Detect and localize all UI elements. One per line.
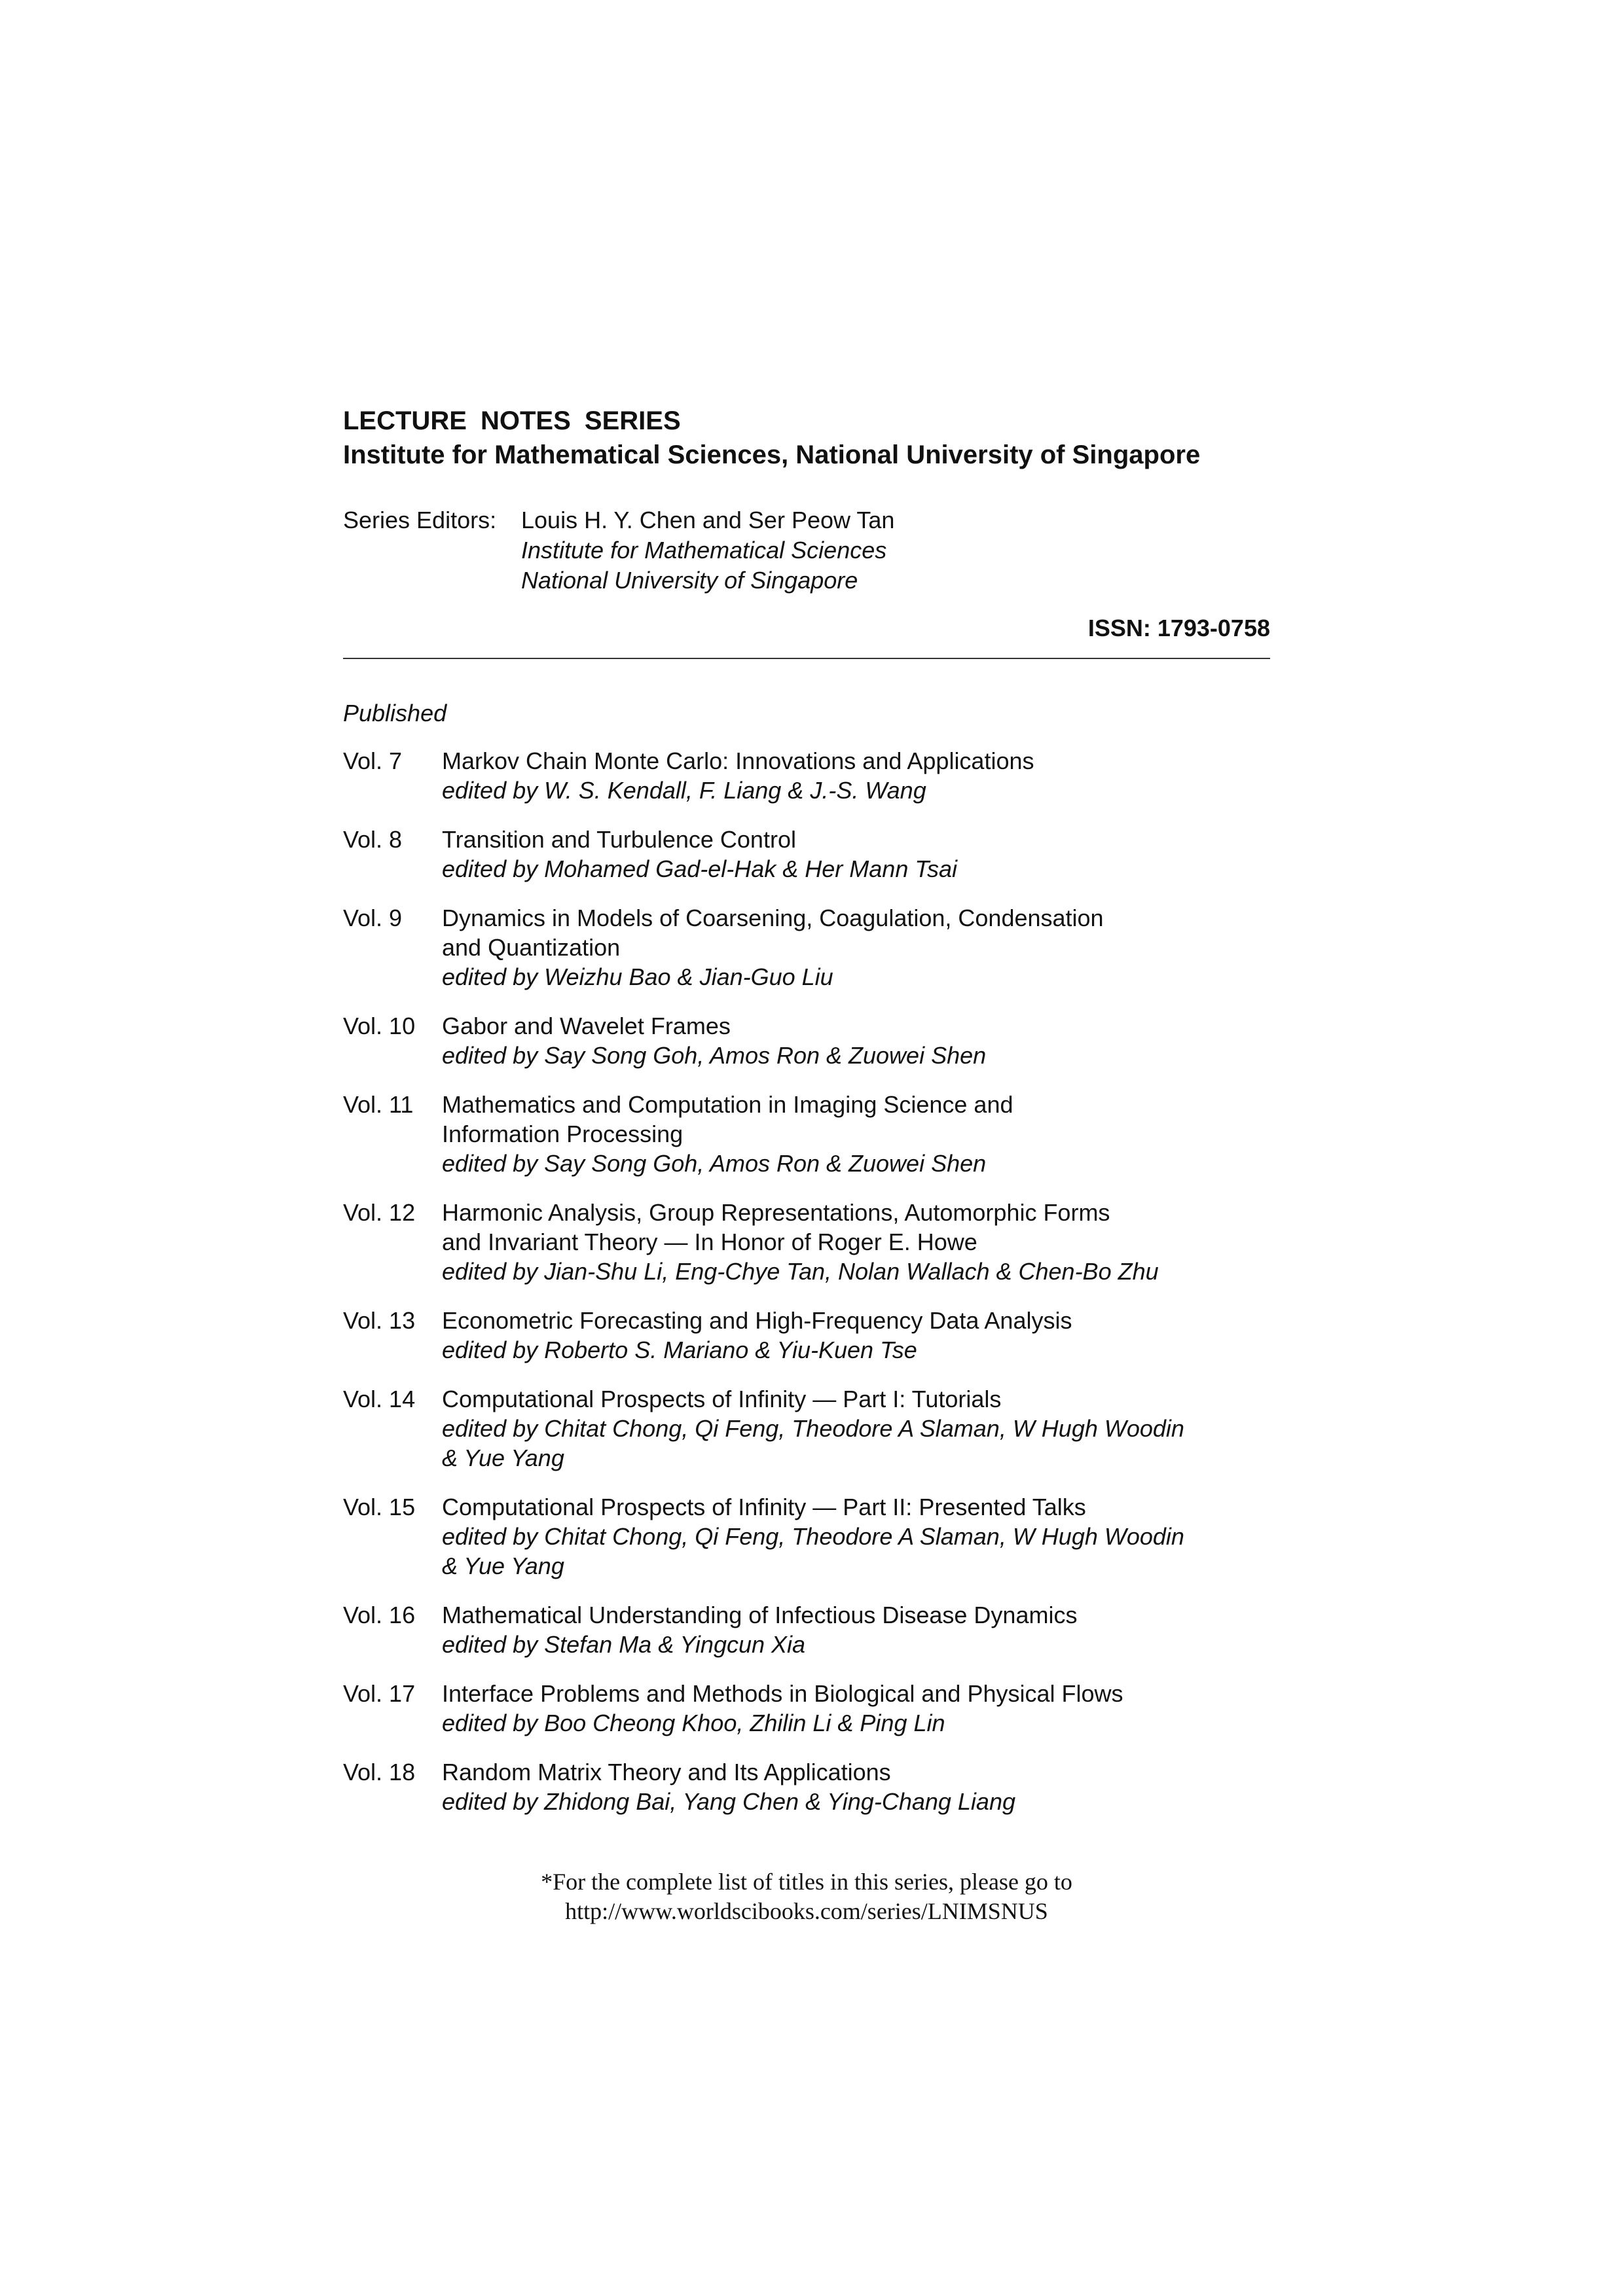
volume-title: and Invariant Theory — In Honor of Roger E. Howe <box>442 1229 977 1255</box>
volume-title: and Quantization <box>442 934 621 961</box>
volume-entry <box>343 1090 1270 1178</box>
volume-title: Dynamics in Models of Coarsening, Coagulation, Condensation <box>442 905 1104 931</box>
volume-editors: edited by Mohamed Gad-el-Hak & Her Mann Tsai <box>442 855 958 882</box>
series-institute: Institute for Mathematical Sciences, National University of Singapore <box>343 440 1201 469</box>
series-editors-affiliation-1: Institute for Mathematical Sciences <box>521 537 887 564</box>
volume-number: Vol. 14 <box>343 1386 416 1412</box>
series-title: LECTURE NOTES SERIES <box>343 406 681 435</box>
footnote <box>343 1867 1270 1926</box>
volume-number: Vol. 10 <box>343 1013 416 1039</box>
volume-number: Vol. 18 <box>343 1759 416 1785</box>
volume-entry <box>343 1600 1270 1659</box>
volume-editors: edited by Chitat Chong, Qi Feng, Theodore A Slaman, W Hugh Woodin <box>442 1415 1184 1442</box>
volume-body <box>442 825 1270 884</box>
volume-title: Transition and Turbulence Control <box>442 826 796 853</box>
volume-entry <box>343 746 1270 805</box>
volume-editors: edited by Say Song Goh, Amos Ron & Zuowei Shen <box>442 1150 987 1177</box>
series-editors-affiliation-2: National University of Singapore <box>521 567 858 594</box>
volume-number: Vol. 13 <box>343 1307 416 1334</box>
volume-editors: edited by W. S. Kendall, F. Liang & J.-S. Wang <box>442 777 926 804</box>
issn: ISSN: 1793-0758 <box>1087 615 1270 641</box>
volume-title: Gabor and Wavelet Frames <box>442 1013 731 1039</box>
volume-number: Vol. 16 <box>343 1602 416 1628</box>
volume-body <box>442 1198 1270 1286</box>
volume-body <box>442 746 1270 805</box>
volume-entry <box>343 903 1270 992</box>
volume-body <box>442 903 1270 992</box>
volume-title: Mathematics and Computation in Imaging Science and <box>442 1091 1013 1118</box>
volume-body <box>442 1384 1270 1473</box>
published-label: Published <box>343 700 447 726</box>
series-editors-label: Series Editors: <box>343 507 497 533</box>
volume-number: Vol. 11 <box>343 1091 414 1118</box>
volume-editors: & Yue Yang <box>442 1552 564 1579</box>
volume-title: Mathematical Understanding of Infectious Disease Dynamics <box>442 1602 1078 1628</box>
volume-entry <box>343 1679 1270 1738</box>
footnote-text: *For the complete list of titles in this series, please go to <box>541 1869 1072 1895</box>
volume-title: Harmonic Analysis, Group Representations, Automorphic Forms <box>442 1199 1110 1226</box>
volume-number: Vol. 7 <box>343 747 403 774</box>
volume-number: Vol. 8 <box>343 826 403 853</box>
volume-number: Vol. 12 <box>343 1199 416 1226</box>
footnote-url[interactable]: http://www.worldscibooks.com/series/LNIMSNUS <box>565 1898 1048 1924</box>
volume-body <box>442 1011 1270 1070</box>
volume-editors: edited by Roberto S. Mariano & Yiu-Kuen Tse <box>442 1336 917 1363</box>
volume-number: Vol. 9 <box>343 905 403 931</box>
series-editors-values <box>521 505 894 596</box>
volume-entry <box>343 1306 1270 1365</box>
volume-number: Vol. 15 <box>343 1494 416 1520</box>
volume-entry <box>343 1757 1270 1816</box>
volume-entry <box>343 1198 1270 1286</box>
volume-body <box>442 1757 1270 1816</box>
volume-title: Markov Chain Monte Carlo: Innovations and Applications <box>442 747 1034 774</box>
volume-editors: edited by Say Song Goh, Amos Ron & Zuowei Shen <box>442 1042 987 1069</box>
volume-editors: edited by Weizhu Bao & Jian-Guo Liu <box>442 963 833 990</box>
volume-body <box>442 1679 1270 1738</box>
series-editors-names: Louis H. Y. Chen and Ser Peow Tan <box>521 507 895 533</box>
volume-entry <box>343 1492 1270 1581</box>
divider <box>343 658 1270 659</box>
volume-editors: & Yue Yang <box>442 1444 564 1471</box>
volume-editors: edited by Jian-Shu Li, Eng-Chye Tan, Nolan Wallach & Chen-Bo Zhu <box>442 1258 1159 1285</box>
volume-body <box>442 1090 1270 1178</box>
volume-title: Computational Prospects of Infinity — Part I: Tutorials <box>442 1386 1002 1412</box>
volume-editors: edited by Stefan Ma & Yingcun Xia <box>442 1631 806 1658</box>
volume-title: Computational Prospects of Infinity — Part II: Presented Talks <box>442 1494 1086 1520</box>
volume-title: Econometric Forecasting and High-Frequency Data Analysis <box>442 1307 1072 1334</box>
volume-body <box>442 1492 1270 1581</box>
volume-editors: edited by Zhidong Bai, Yang Chen & Ying-Chang Liang <box>442 1788 1015 1815</box>
volume-entry <box>343 1011 1270 1070</box>
volume-list <box>343 746 1270 1836</box>
volume-number: Vol. 17 <box>343 1680 416 1707</box>
volume-editors: edited by Chitat Chong, Qi Feng, Theodore A Slaman, W Hugh Woodin <box>442 1523 1184 1550</box>
volume-entry <box>343 1384 1270 1473</box>
volume-entry <box>343 825 1270 884</box>
volume-title: Random Matrix Theory and Its Applications <box>442 1759 891 1785</box>
volume-editors: edited by Boo Cheong Khoo, Zhilin Li & Ping Lin <box>442 1710 945 1736</box>
volume-title: Interface Problems and Methods in Biological and Physical Flows <box>442 1680 1123 1707</box>
volume-body <box>442 1306 1270 1365</box>
volume-body <box>442 1600 1270 1659</box>
volume-title: Information Processing <box>442 1121 684 1147</box>
